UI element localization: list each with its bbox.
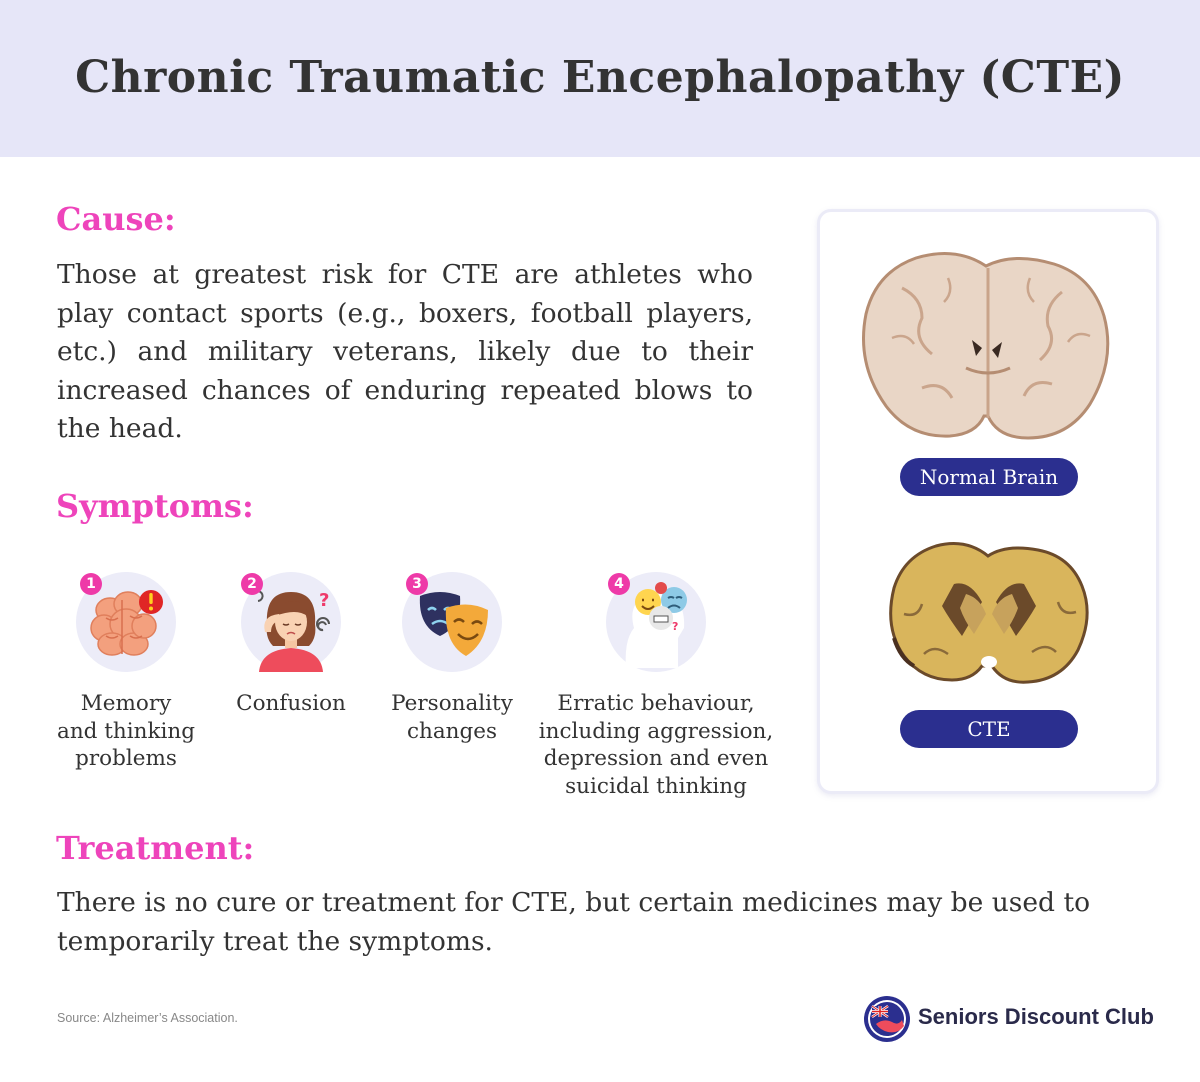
cte-brain-image (884, 534, 1096, 694)
symptoms-heading: Symptoms: (56, 487, 254, 525)
normal-brain-image (862, 248, 1120, 448)
brand-logo-icon (862, 994, 912, 1044)
cause-text: Those at greatest risk for CTE are athletes who play contact sports (e.g., boxers, football players, etc.) and military veterans, likely due to their increased chances of enduring repeated blows to the head. (57, 259, 753, 444)
cte-brain-label: CTE (900, 710, 1078, 748)
brand-name: Seniors Discount Club (918, 1004, 1154, 1029)
cause-heading: Cause: (56, 200, 176, 238)
symptom-number-badge: 4 (608, 573, 630, 595)
page-title: Chronic Traumatic Encephalopathy (CTE) (75, 52, 1125, 103)
symptom-number-badge: 2 (241, 573, 263, 595)
svg-text:?: ? (319, 590, 330, 611)
symptom-label: Memory and thinking problems (57, 691, 195, 771)
symptom-number-badge: 3 (406, 573, 428, 595)
treatment-heading: Treatment: (56, 829, 255, 867)
source-note: Source: Alzheimer’s Association. (57, 1011, 238, 1025)
symptom-number-badge: 1 (80, 573, 102, 595)
svg-text:?: ? (672, 620, 679, 633)
symptom-label: Erratic behaviour, including aggression, depression and even suicidal thinking (538, 691, 774, 799)
symptom-label: Confusion (236, 691, 346, 716)
treatment-text: There is no cure or treatment for CTE, but certain medicines may be used to temporarily treat the symptoms. (57, 887, 1091, 957)
symptom-label: Personality changes (391, 691, 513, 744)
normal-brain-label: Normal Brain (900, 458, 1078, 496)
brain-comparison-card (817, 209, 1159, 794)
